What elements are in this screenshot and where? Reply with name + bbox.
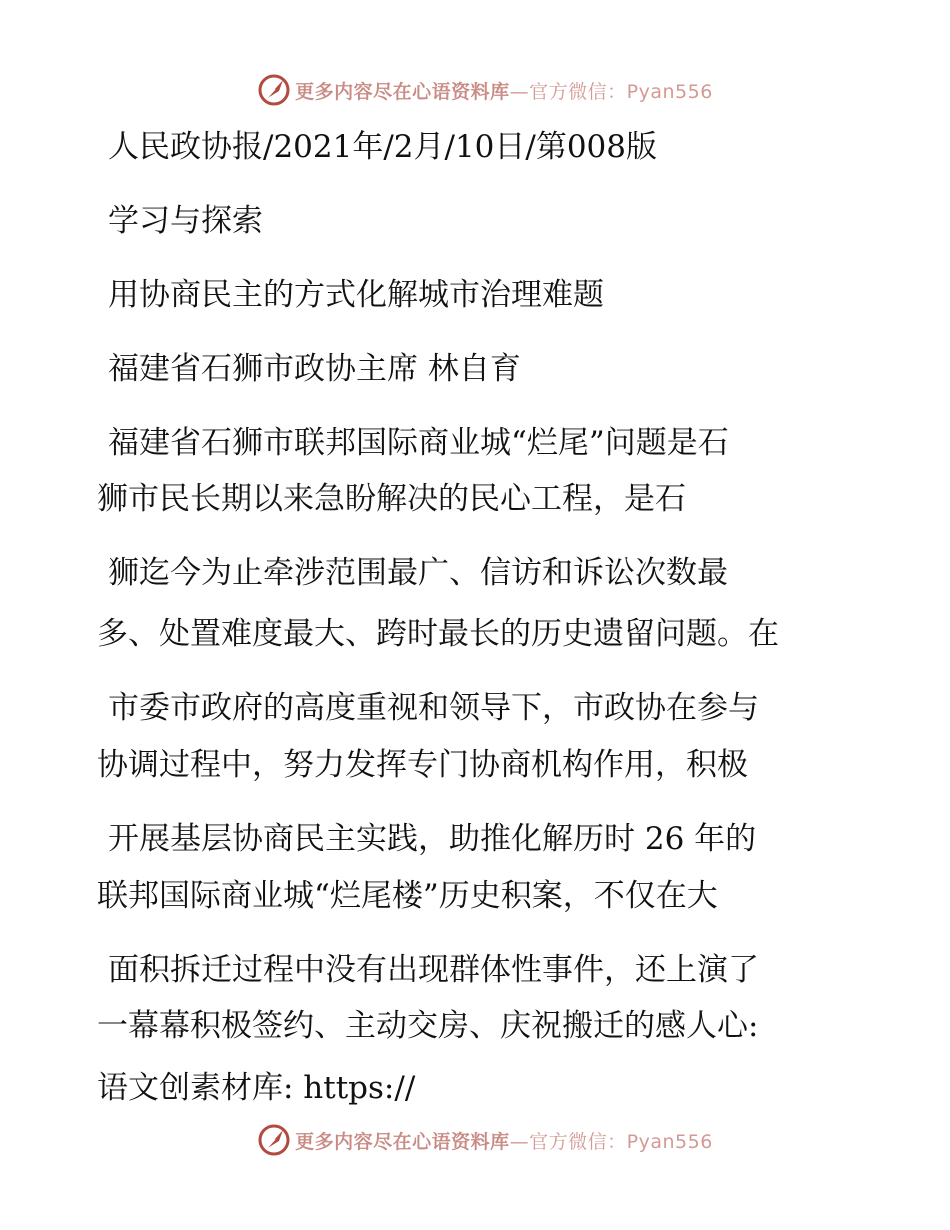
watermark-main-text: 更多内容尽在心语资料库 [295, 80, 510, 103]
quill-pen-logo-icon [257, 1123, 291, 1157]
body-line: 狮迄今为止牵涉范围最广、信访和诉讼次数最 [108, 555, 728, 591]
body-line: 协调过程中，努力发挥专门协商机构作用，积极 [97, 747, 748, 783]
footer-watermark [0, 1120, 950, 1160]
body-line: 联邦国际商业城“烂尾楼”历史积案，不仅在大 [97, 878, 718, 914]
section-label: 学习与探索 [108, 203, 263, 239]
watermark-contact-text: —官方微信：Pyan556 [509, 80, 713, 103]
watermark-main-text: 更多内容尽在心语资料库 [295, 1130, 510, 1153]
article-title: 用协商民主的方式化解城市治理难题 [108, 277, 604, 313]
header-watermark [0, 70, 950, 110]
watermark-contact-text: —官方微信：Pyan556 [509, 1130, 713, 1153]
author-line: 福建省石狮市政协主席 林自育 [108, 351, 521, 387]
body-line: 一幕幕积极签约、主动交房、庆祝搬迁的感人心: [97, 1008, 759, 1044]
body-line: 狮市民长期以来急盼解决的民心工程，是石 [97, 481, 686, 517]
body-line: 开展基层协商民主实践，助推化解历时 26 年的 [108, 821, 757, 857]
body-line: 面积拆迁过程中没有出现群体性事件，还上演了 [108, 952, 759, 988]
publication-info: 人民政协报/2021年/2月/10日/第008版 [108, 129, 658, 165]
body-line: 市委市政府的高度重视和领导下，市政协在参与 [108, 690, 759, 726]
quill-pen-logo-icon [257, 73, 291, 107]
body-line: 语文创素材库: https:// [97, 1070, 416, 1106]
body-line: 福建省石狮市联邦国际商业城“烂尾”问题是石 [108, 425, 729, 461]
body-line: 多、处置难度最大、跨时最长的历史遗留问题。在 [97, 616, 779, 652]
